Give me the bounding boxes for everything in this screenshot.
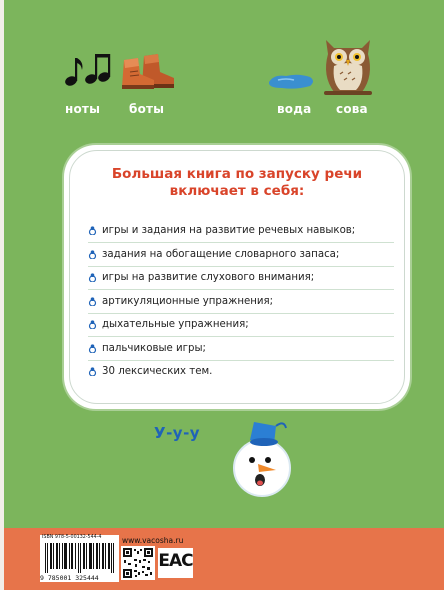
list-divider <box>88 242 394 243</box>
snowman-speech-text: У-у-у <box>154 424 201 442</box>
snowman-bullet-icon <box>88 297 97 306</box>
snowman-bullet-icon <box>88 226 97 235</box>
card-heading-line-2: включает в себя: <box>169 183 305 199</box>
qr-code-icon <box>123 548 153 578</box>
word-boots: боты <box>129 102 165 116</box>
list-divider <box>88 360 394 361</box>
word-water: вода <box>277 102 312 116</box>
snowman-bullet-icon <box>88 367 97 376</box>
water-puddle-icon <box>266 72 316 90</box>
list-item <box>88 295 398 319</box>
list-divider <box>88 266 394 267</box>
list-item <box>88 318 398 342</box>
snowman-bullet-icon <box>88 344 97 353</box>
list-item <box>88 365 398 389</box>
list-item-text: пальчиковые игры; <box>102 342 206 354</box>
list-item-text: задания на обогащение словарного запаса; <box>102 248 340 260</box>
website-label: www.vacosha.ru <box>122 536 184 545</box>
contents-list <box>88 224 398 389</box>
qr-code <box>121 546 155 580</box>
snowman-bullet-icon <box>88 273 97 282</box>
card-heading <box>64 166 410 200</box>
list-item <box>88 248 398 272</box>
eac-mark <box>158 548 193 578</box>
barcode-number: 9 785001 325444 <box>40 574 99 582</box>
snowman-bullet-icon <box>88 320 97 329</box>
contents-card <box>64 145 410 409</box>
boots-icon <box>118 52 176 90</box>
snowman-bullet-icon <box>88 250 97 259</box>
list-item <box>88 224 398 248</box>
isbn-label: ISBN 978-5-00132-544-4 <box>42 535 102 540</box>
word-notes: ноты <box>65 102 101 116</box>
owl-icon <box>318 36 378 96</box>
list-item-text: артикуляционные упражнения; <box>102 295 274 307</box>
list-item <box>88 271 398 295</box>
list-divider <box>88 289 394 290</box>
list-item-text: игры и задания на развитие речевых навыков; <box>102 225 356 236</box>
snowman-icon <box>232 418 294 498</box>
list-item-text: дыхательные упражнения; <box>102 319 249 330</box>
barcode-bars-icon <box>44 543 115 573</box>
card-heading-line-1: Большая книга по запуску речи <box>111 166 363 182</box>
eac-label: EAC <box>158 551 193 571</box>
list-item-text: 30 лексических тем. <box>102 366 213 377</box>
word-owl: сова <box>336 102 368 116</box>
list-item <box>88 342 398 366</box>
music-notes-icon <box>62 54 112 88</box>
list-item-text: игры на развитие слухового внимания; <box>102 272 315 283</box>
list-divider <box>88 336 394 337</box>
list-divider <box>88 313 394 314</box>
